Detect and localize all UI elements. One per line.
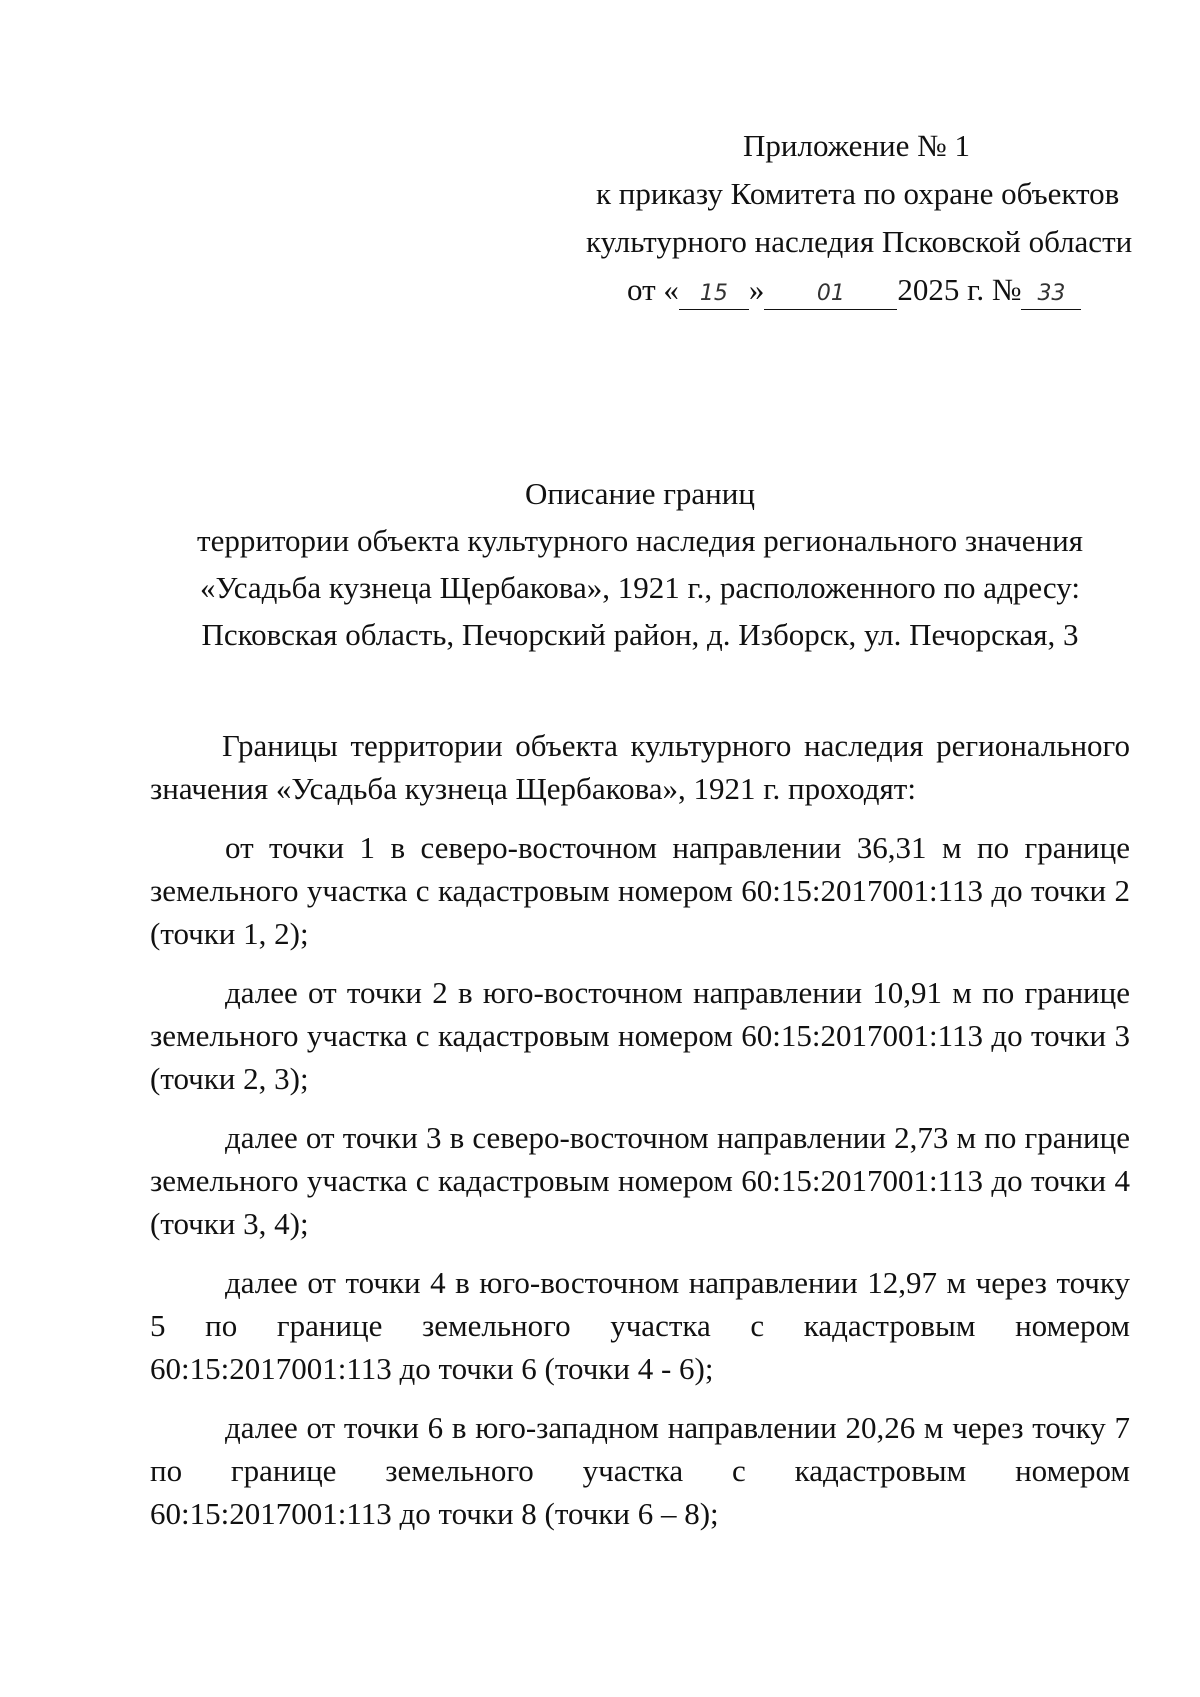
document-body <box>150 724 1130 1551</box>
intro-paragraph: Границы территории объекта культурного наследия регионального значения «Усадьба кузнеца Щербакова», 1921 г. проходят: <box>150 728 1130 806</box>
date-year: 2025 г. № <box>897 272 1022 307</box>
handwritten-order-number: 33 <box>1021 279 1081 310</box>
title-line-4: Псковская область, Печорский район, д. Изборск, ул. Печорская, 3 <box>201 617 1079 652</box>
boundary-paragraph: от точки 1 в северо-восточном направлении 36,31 м по границе земельного участка с кадастровым номером 60:15:2017001:113 до точки 2 (точки 1, 2); <box>150 830 1130 951</box>
date-mid: » <box>748 272 765 307</box>
boundary-paragraph: далее от точки 6 в юго-западном направлении 20,26 м через точку 7 по границе земельного участка с кадастровым номером 60:15:2017001:113 до точки 8 (точки 6 – 8); <box>150 1410 1130 1531</box>
boundary-paragraph: далее от точки 2 в юго-восточном направлении 10,91 м по границе земельного участка с кадастровым номером 60:15:2017001:113 до точки 3 (точки 2, 3); <box>150 975 1130 1096</box>
appendix-header <box>560 122 1133 314</box>
boundary-paragraph: далее от точки 4 в юго-восточном направлении 12,97 м через точку 5 по границе земельного участка с кадастровым номером 60:15:2017001:113 до точки 6 (точки 4 - 6); <box>150 1265 1130 1386</box>
title-line-3: «Усадьба кузнеца Щербакова», 1921 г., расположенного по адресу: <box>200 570 1080 605</box>
handwritten-day: 15 <box>679 279 749 310</box>
title-line-2: территории объекта культурного наследия регионального значения <box>197 523 1083 558</box>
handwritten-month: 01 <box>764 279 897 310</box>
order-date-line <box>560 266 1120 314</box>
boundary-paragraph: далее от точки 3 в северо-восточном направлении 2,73 м по границе земельного участка с кадастровым номером 60:15:2017001:113 до точки 4 (точки 3, 4); <box>150 1120 1130 1241</box>
title-line-1: Описание границ <box>525 476 755 511</box>
date-prefix: от « <box>627 272 679 307</box>
committee-name-line: культурного наследия Псковской области <box>586 224 1133 259</box>
order-reference-line: к приказу Комитета по охране объектов <box>596 176 1120 211</box>
appendix-number: Приложение № 1 <box>743 128 970 163</box>
document-title <box>150 470 1130 658</box>
